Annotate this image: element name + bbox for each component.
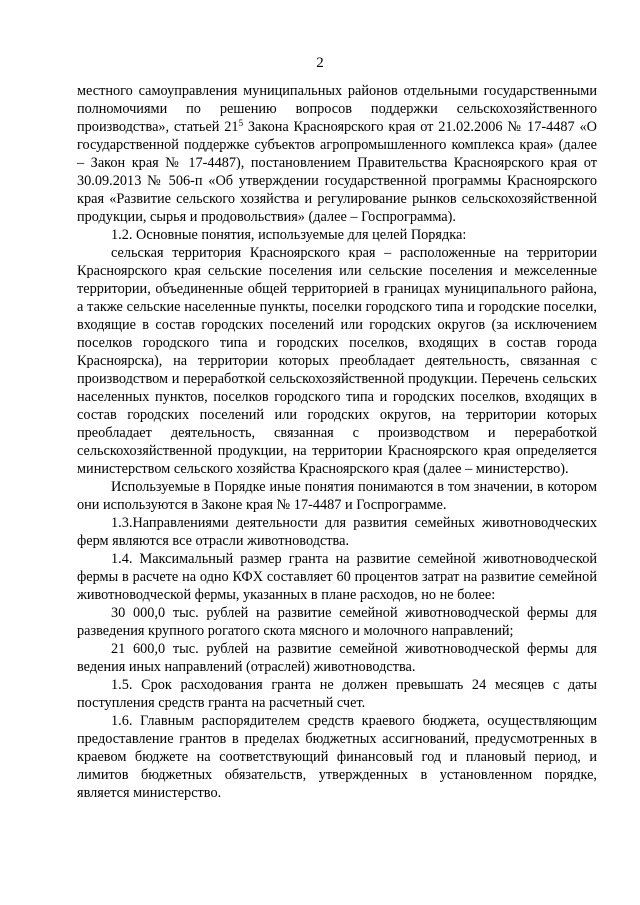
paragraph-1-2-heading: 1.2. Основные понятия, используемые для целей Порядка: <box>111 227 467 243</box>
paragraph-intro-continuation <box>77 82 597 226</box>
paragraph-1-4: 1.4. Максимальный размер гранта на развитие семейной животноводческой фермы в расчете на одно КФХ составляет 60 процентов затрат на развитие семейной животноводческой фермы, указанных в плане расходов, но не более: <box>77 551 597 603</box>
superscript: 5 <box>238 118 244 128</box>
paragraph-other-terms: Используемые в Порядке иные понятия понимаются в том значении, в котором они используются в Законе края № 17-4487 и Госпрограмме. <box>77 479 597 513</box>
paragraph-grant-cattle: 30 000,0 тыс. рублей на развитие семейной животноводческой фермы для разведения крупного рогатого скота мясного и молочного направлений; <box>77 605 597 639</box>
document-body <box>77 82 597 802</box>
text-run: местного самоуправления муниципальных районов отдельными государственными полномочиями по решению вопросов поддержки сельскохозяйственного производства», статьей 21 <box>77 83 597 135</box>
paragraph-grant-other: 21 600,0 тыс. рублей на развитие семейной животноводческой фермы для ведения иных направлений (отраслей) животноводства. <box>77 641 597 675</box>
paragraph-1-6: 1.6. Главным распорядителем средств краевого бюджета, осуществляющим предоставление грантов в пределах бюджетных ассигнований, предусмотренных в краевом бюджете на соответствующий финансовый год и плановый период, и лимитов бюджетных обязательств, утвержденных в установленном порядке, является министерство. <box>77 713 597 801</box>
paragraph-1-3: 1.3.Направлениями деятельности для развития семейных животноводческих ферм являются все отрасли животноводства. <box>77 515 597 549</box>
paragraph-rural-territory-definition: сельская территория Красноярского края – расположенные на территории Красноярского края сельские поселения или сельские поселения и межселенные территории, объединенные общей территорией в границах муниципального района, а также сельские населенные пункты, поселки городского типа и городские поселки, входящие в состав городских поселений или городских округов (за исключением поселков городского типа и городских поселков, входящих в состав города Красноярска), на территории которых преобладает деятельность, связанная с производством и переработкой сельскохозяйственной продукции. Перечень сельских населенных пунктов, поселков городского типа и городских поселков, входящих в состав городских поселений или городских округов, на территории которых преобладает деятельность, связанная с производством и переработкой сельскохозяйственной продукции, на территории Красноярского края определяется министерством сельского хозяйства Красноярского края (далее – министерство). <box>77 245 597 477</box>
page-number: 2 <box>316 55 324 71</box>
text-run: Закона Красноярского края от 21.02.2006 № 17-4487 «О государственной поддержке субъектов агропромышленного комплекса края» (далее – Закон края № 17-4487), постановлением Правительства Красноярского края от 30.09.2013 № 506-п «Об утверждении государственной программы Красноярского края «Развитие сельского хозяйства и регулирование рынков сельскохозяйственной продукции, сырья и продовольствия» (далее – Госпрограмма). <box>77 119 597 225</box>
paragraph-1-5: 1.5. Срок расходования гранта не должен превышать 24 месяцев с даты поступления средств гранта на расчетный счет. <box>77 677 597 711</box>
